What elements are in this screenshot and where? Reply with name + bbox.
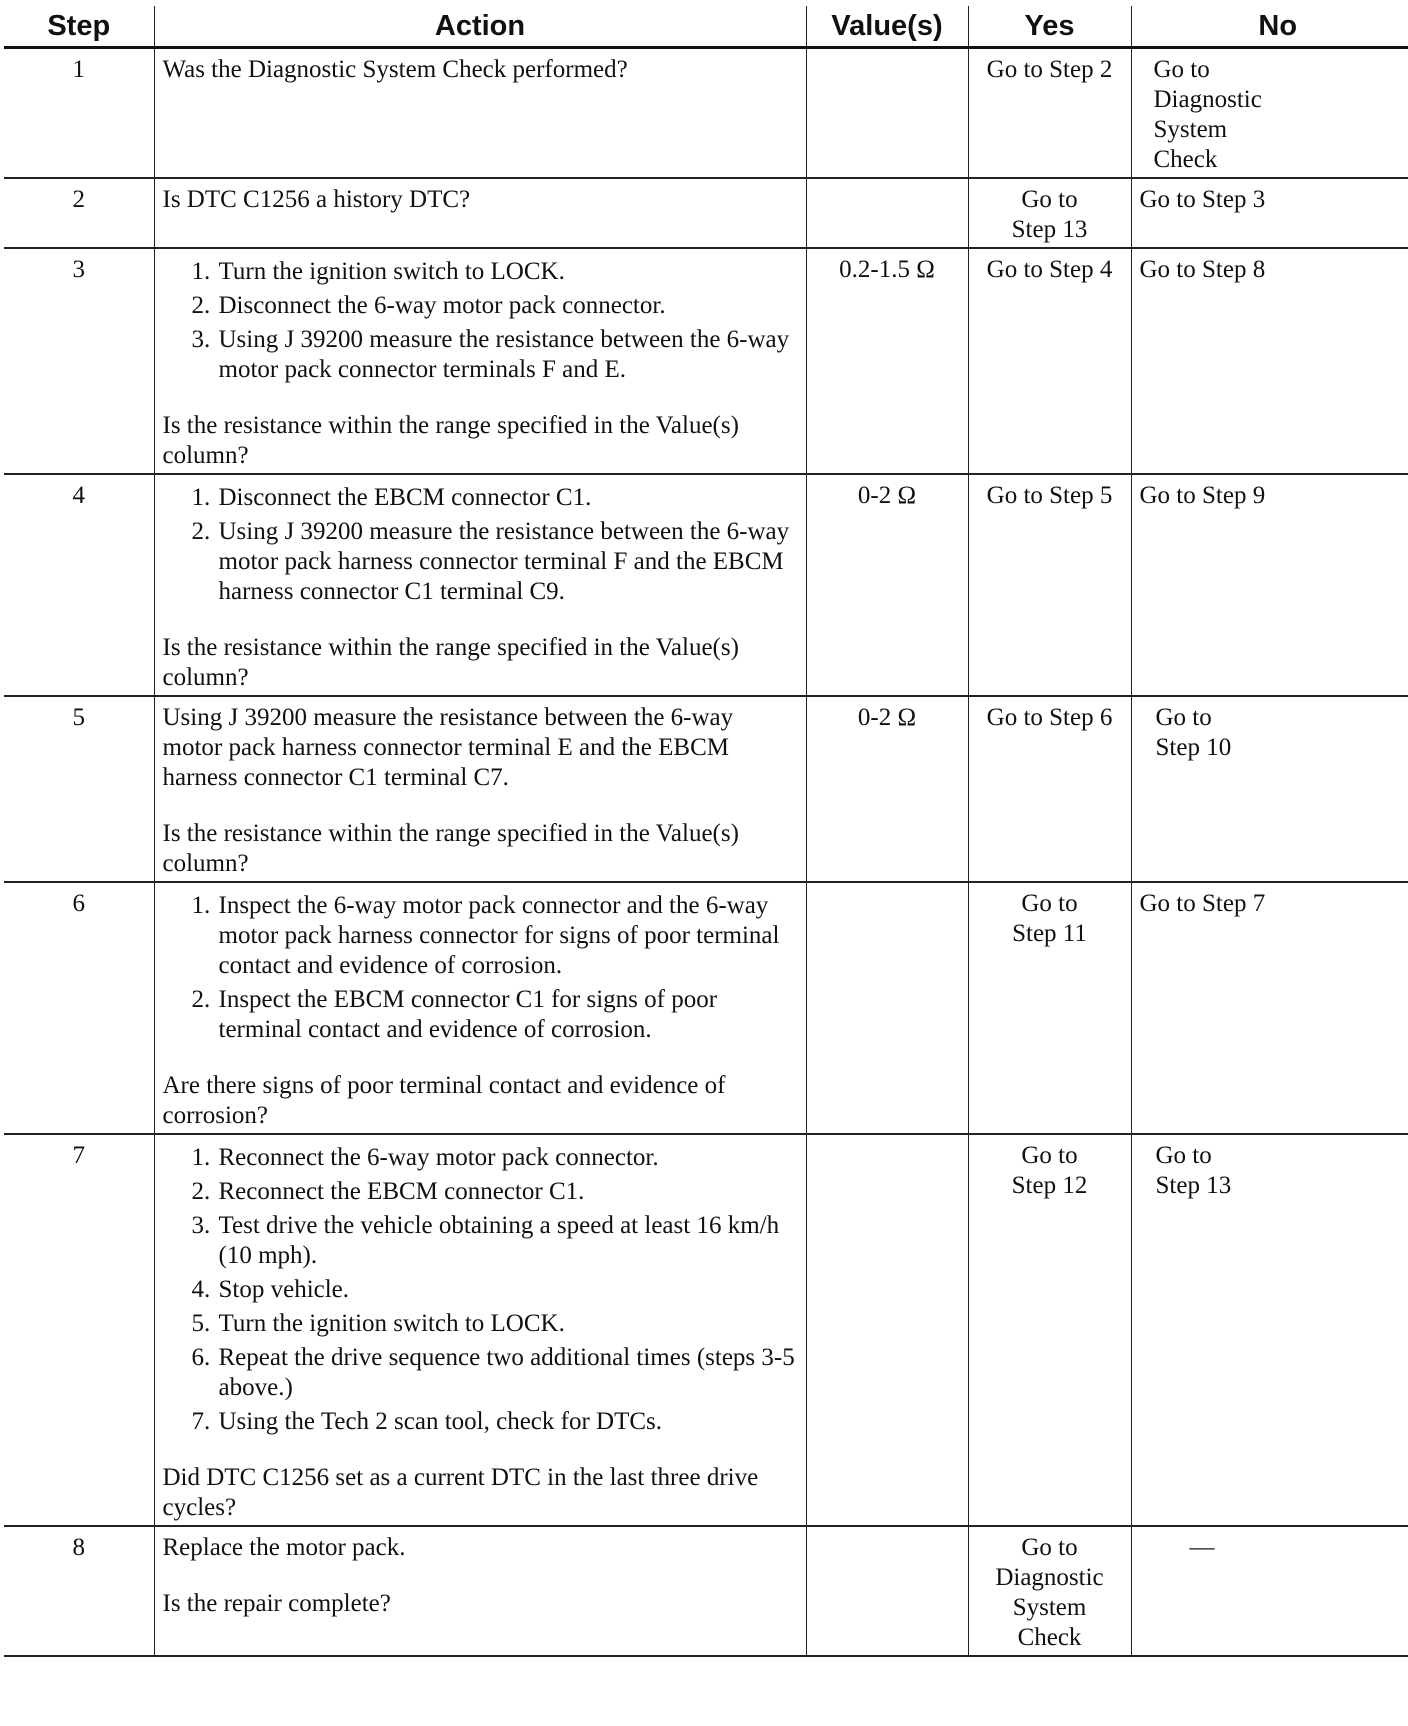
yes-cell: Go to Diagnostic System Check xyxy=(968,1526,1131,1656)
action-text: Was the Diagnostic System Check performed? xyxy=(162,56,628,83)
step-number: 4 xyxy=(4,474,154,696)
action-steps xyxy=(163,891,798,1045)
action-question: Is the resistance within the range specified in the Value(s) column? xyxy=(162,634,739,691)
yes-cell: Go to Step 5 xyxy=(968,474,1131,696)
value-cell: 0.2-1.5 Ω xyxy=(806,248,968,474)
no-cell: Go to Step 7 xyxy=(1131,882,1408,1134)
action-cell xyxy=(154,882,806,1134)
action-step-item: 5. Turn the ignition switch to LOCK. xyxy=(217,1309,798,1339)
value-cell: 0-2 Ω xyxy=(806,474,968,696)
action-step-item: 4. Stop vehicle. xyxy=(217,1275,798,1305)
step-number: 3 xyxy=(4,248,154,474)
action-step-item: 3. Using J 39200 measure the resistance between the 6-way motor pack connector terminals F and E. xyxy=(217,325,798,385)
step-number: 1 xyxy=(4,48,154,179)
action-steps xyxy=(163,483,798,607)
table-row xyxy=(4,1134,1408,1526)
value-cell xyxy=(806,882,968,1134)
action-question: Is the resistance within the range specified in the Value(s) column? xyxy=(162,820,739,877)
header-action: Action xyxy=(154,6,806,48)
action-step-item: 2. Using J 39200 measure the resistance between the 6-way motor pack harness connector terminal F and the EBCM harness connector C1 terminal C9. xyxy=(217,517,798,607)
action-cell xyxy=(154,1134,806,1526)
action-question: Did DTC C1256 set as a current DTC in the last three drive cycles? xyxy=(162,1464,759,1521)
action-step-item: 1. Turn the ignition switch to LOCK. xyxy=(217,257,798,287)
action-text: Using J 39200 measure the resistance between the 6-way motor pack harness connector terminal E and the EBCM harness connector C1 terminal C7. xyxy=(162,704,734,791)
yes-cell: Go to Step 12 xyxy=(968,1134,1131,1526)
action-step-item: 7. Using the Tech 2 scan tool, check for DTCs. xyxy=(217,1407,798,1437)
action-step-item: 1. Reconnect the 6-way motor pack connector. xyxy=(217,1143,798,1173)
table-header-row xyxy=(4,6,1408,48)
action-question: Is the resistance within the range specified in the Value(s) column? xyxy=(162,412,739,469)
action-cell xyxy=(154,48,806,179)
no-cell: Go to Step 3 xyxy=(1131,178,1408,248)
action-cell xyxy=(154,474,806,696)
value-cell xyxy=(806,48,968,179)
no-cell: Go to Step 10 xyxy=(1131,696,1408,882)
action-question: Are there signs of poor terminal contact and evidence of corrosion? xyxy=(162,1072,726,1129)
action-step-item: 2. Disconnect the 6-way motor pack connector. xyxy=(217,291,798,321)
table-row xyxy=(4,178,1408,248)
action-step-item: 6. Repeat the drive sequence two additional times (steps 3-5 above.) xyxy=(217,1343,798,1403)
table-row xyxy=(4,474,1408,696)
action-cell xyxy=(154,696,806,882)
step-number: 8 xyxy=(4,1526,154,1656)
action-step-item: 2. Inspect the EBCM connector C1 for signs of poor terminal contact and evidence of corrosion. xyxy=(217,985,798,1045)
action-steps xyxy=(163,1143,798,1437)
step-number: 6 xyxy=(4,882,154,1134)
yes-cell: Go to Step 2 xyxy=(968,48,1131,179)
header-step: Step xyxy=(4,6,154,48)
action-cell xyxy=(154,248,806,474)
action-text: Is DTC C1256 a history DTC? xyxy=(162,186,471,213)
yes-cell: Go to Step 13 xyxy=(968,178,1131,248)
value-cell xyxy=(806,1134,968,1526)
yes-cell: Go to Step 6 xyxy=(968,696,1131,882)
no-cell: Go to Step 8 xyxy=(1131,248,1408,474)
value-cell xyxy=(806,178,968,248)
action-cell xyxy=(154,1526,806,1656)
table-row xyxy=(4,696,1408,882)
action-text: Replace the motor pack. xyxy=(162,1534,406,1561)
table-row xyxy=(4,1526,1408,1656)
table-row xyxy=(4,248,1408,474)
action-step-item: 1. Disconnect the EBCM connector C1. xyxy=(217,483,798,513)
no-cell: — xyxy=(1131,1526,1408,1656)
header-values: Value(s) xyxy=(806,6,968,48)
step-number: 7 xyxy=(4,1134,154,1526)
action-step-item: 1. Inspect the 6-way motor pack connector and the 6-way motor pack harness connector for signs of poor terminal contact and evidence of corrosion. xyxy=(217,891,798,981)
diagnostic-table xyxy=(4,6,1408,1657)
value-cell: 0-2 Ω xyxy=(806,696,968,882)
action-step-item: 3. Test drive the vehicle obtaining a speed at least 16 km/h (10 mph). xyxy=(217,1211,798,1271)
value-cell xyxy=(806,1526,968,1656)
yes-cell: Go to Step 4 xyxy=(968,248,1131,474)
action-question: Is the repair complete? xyxy=(162,1590,391,1617)
no-cell: Go to Step 9 xyxy=(1131,474,1408,696)
table-row xyxy=(4,48,1408,179)
header-no: No xyxy=(1131,6,1408,48)
no-cell: Go to Step 13 xyxy=(1131,1134,1408,1526)
action-cell xyxy=(154,178,806,248)
step-number: 5 xyxy=(4,696,154,882)
action-steps xyxy=(163,257,798,385)
step-number: 2 xyxy=(4,178,154,248)
action-step-item: 2. Reconnect the EBCM connector C1. xyxy=(217,1177,798,1207)
no-cell: Go to Diagnostic System Check xyxy=(1131,48,1408,179)
header-yes: Yes xyxy=(968,6,1131,48)
table-row xyxy=(4,882,1408,1134)
yes-cell: Go to Step 11 xyxy=(968,882,1131,1134)
